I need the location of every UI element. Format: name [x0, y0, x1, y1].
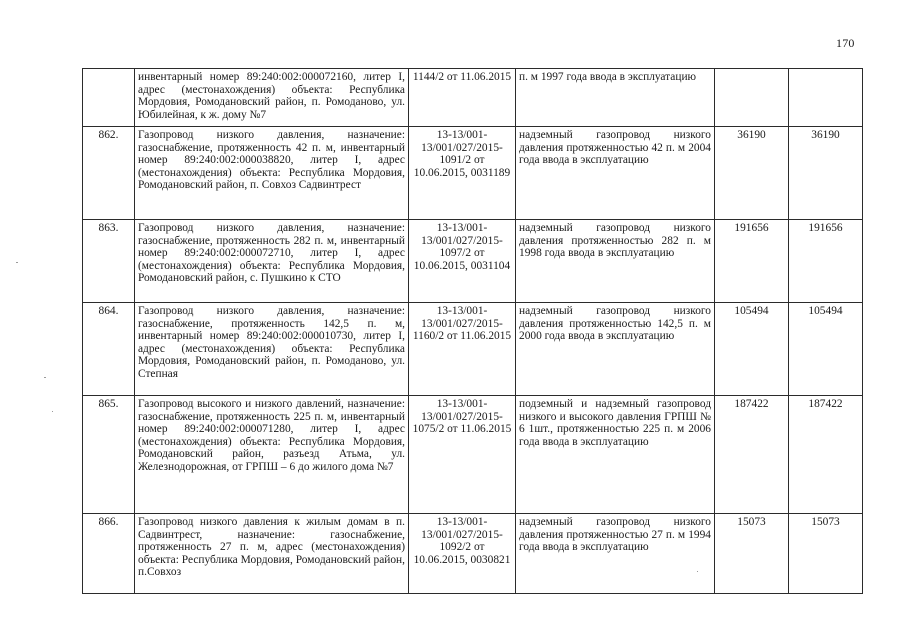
table-row: [83, 396, 863, 514]
residual-value: 191656: [789, 220, 863, 303]
table-row: [83, 514, 863, 594]
object-description: Газопровод высокого и низкого давлений, назначение: газоснабжение, протяженность 225 п. м, инвентарный номер 89:240:002:000071280, литер I, адрес (местонахождения) объекта: Республика Мордовия, Ромодановский район, разъезд Атьма, ул. Железнодорожная, от ГРПШ – 6 до жилого дома №7: [135, 396, 409, 514]
registration-record: 13-13/001-13/001/027/2015-1091/2 от 10.06.2015, 0031189: [409, 127, 516, 220]
residual-value: 105494: [789, 303, 863, 396]
row-number: 866.: [83, 514, 135, 594]
residual-value: 15073: [789, 514, 863, 594]
object-description: Газопровод низкого давления, назначение: газоснабжение, протяженность 42 п. м, инвентарный номер 89:240:002:000038820, литер I, адрес (местонахождения) объекта: Республика Мордовия, Ромодановский район, п. Совхоз Садвинтрест: [135, 127, 409, 220]
object-description: инвентарный номер 89:240:002:000072160, литер I, адрес (местонахождения) объекта: Республика Мордовия, Ромодановский район, п. Ромоданово, ул. Юбилейная, к ж. дому №7: [135, 69, 409, 127]
table-row: [83, 303, 863, 396]
residual-value: 187422: [789, 396, 863, 514]
row-number: 864.: [83, 303, 135, 396]
registration-record: 13-13/001-13/001/027/2015-1160/2 от 11.06.2015: [409, 303, 516, 396]
object-characteristic: надземный газопровод низкого давления протяженностью 42 п. м 2004 года ввода в эксплуатацию: [516, 127, 715, 220]
balance-value: 187422: [715, 396, 789, 514]
registration-record: 13-13/001-13/001/027/2015-1092/2 от 10.06.2015, 0030821: [409, 514, 516, 594]
object-characteristic: надземный газопровод низкого давления протяженностью 282 п. м 1998 года ввода в эксплуатацию: [516, 220, 715, 303]
scan-speck: [16, 262, 18, 263]
table-row: [83, 69, 863, 127]
object-description: Газопровод низкого давления, назначение: газоснабжение, протяженность 282 п. м, инвентарный номер 89:240:002:000072710, литер I, адрес (местонахождения) объекта: Республика Мордовия, Ромодановский район, с. Пушкино к СТО: [135, 220, 409, 303]
object-characteristic: п. м 1997 года ввода в эксплуатацию: [516, 69, 715, 127]
registration-record: 1144/2 от 11.06.2015: [409, 69, 516, 127]
table-row: [83, 127, 863, 220]
scan-speck: [697, 571, 698, 572]
scan-speck: [52, 411, 53, 412]
row-number: 863.: [83, 220, 135, 303]
object-description: Газопровод низкого давления к жилым домам в п. Садвинтрест, назначение: газоснабжение, протяженность 27 п. м, адрес (местонахождения) объекта: Республика Мордовия, Ромодановский район, п.Совхоз: [135, 514, 409, 594]
registration-record: 13-13/001-13/001/027/2015-1097/2 от 10.06.2015, 0031104: [409, 220, 516, 303]
residual-value: 36190: [789, 127, 863, 220]
property-registry-table: [82, 68, 863, 594]
table-row: [83, 220, 863, 303]
balance-value: 15073: [715, 514, 789, 594]
registration-record: 13-13/001-13/001/027/2015-1075/2 от 11.06.2015: [409, 396, 516, 514]
balance-value: 191656: [715, 220, 789, 303]
page-number: 170: [836, 36, 855, 50]
object-description: Газопровод низкого давления, назначение: газоснабжение, протяженность 142,5 п. м, инвентарный номер 89:240:002:000010730, литер I, адрес (местонахождения) объекта: Республика Мордовия, Ромодановский район, п. Ромоданово, ул. Степная: [135, 303, 409, 396]
row-number: 865.: [83, 396, 135, 514]
balance-value: 36190: [715, 127, 789, 220]
row-number: 862.: [83, 127, 135, 220]
object-characteristic: подземный и надземный газопровод низкого и высокого давления ГРПШ № 6 1шт., протяженностью 225 п. м 2006 года ввода в эксплуатацию: [516, 396, 715, 514]
scan-speck: [44, 377, 46, 378]
balance-value: 105494: [715, 303, 789, 396]
residual-value: [789, 69, 863, 127]
balance-value: [715, 69, 789, 127]
object-characteristic: надземный газопровод низкого давления протяженностью 142,5 п. м 2000 года ввода в эксплуатацию: [516, 303, 715, 396]
row-number: [83, 69, 135, 127]
object-characteristic: надземный газопровод низкого давления протяженностью 27 п. м 1994 года ввода в эксплуатацию: [516, 514, 715, 594]
